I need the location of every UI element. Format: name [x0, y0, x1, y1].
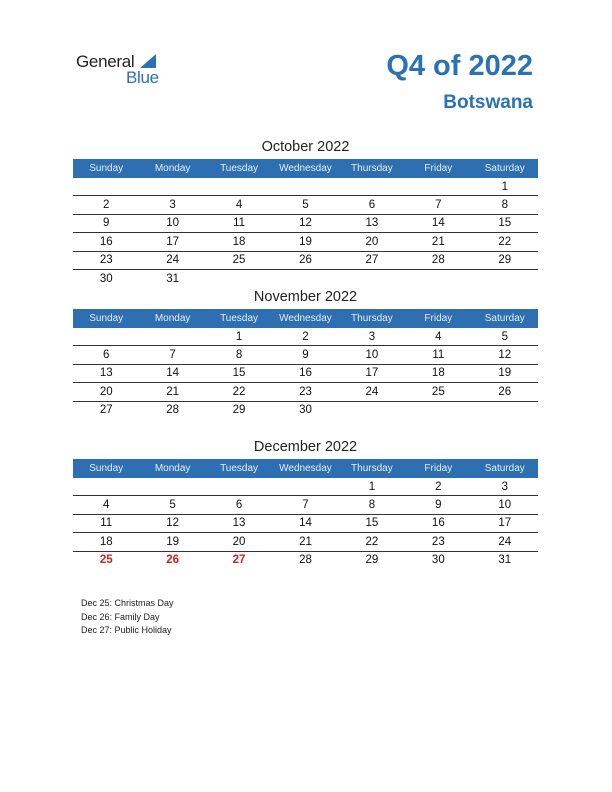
week-row: [73, 478, 538, 496]
empty-day-cell: [73, 478, 139, 496]
calendar-table: [73, 159, 538, 287]
day-cell: 21: [139, 383, 205, 401]
day-cell: 25: [405, 383, 471, 401]
day-cell: 28: [299, 554, 312, 567]
day-cell: 24: [339, 383, 405, 401]
weekday-header: Thursday: [339, 309, 405, 328]
empty-day-cell: [272, 478, 338, 496]
day-cell: 4: [206, 196, 272, 214]
day-cell: 11: [405, 346, 471, 364]
day-cell: 1: [472, 178, 538, 196]
page-title: Q4 of 2022: [386, 50, 533, 82]
empty-day-cell: [339, 269, 405, 287]
day-cell: 22: [339, 533, 405, 551]
day-cell: 22: [206, 383, 272, 401]
day-cell: 12: [139, 514, 205, 532]
day-cell: 5: [472, 328, 538, 346]
empty-day-cell: [73, 328, 139, 346]
day-cell: 24: [139, 251, 205, 269]
week-row: [73, 551, 538, 569]
weekday-header: Monday: [139, 159, 205, 178]
day-cell: 3: [472, 478, 538, 496]
weekday-header: Monday: [139, 309, 205, 328]
day-cell: 8: [206, 346, 272, 364]
empty-day-cell: [339, 401, 405, 419]
day-cell: 7: [272, 496, 338, 514]
weekday-header: Thursday: [339, 459, 405, 478]
logo-general-text: General: [76, 52, 135, 71]
day-cell: 29: [365, 554, 379, 567]
day-cell: 22: [472, 233, 538, 251]
weekday-header: Saturday: [472, 459, 538, 478]
empty-day-cell: [472, 269, 538, 287]
weekday-header: Friday: [405, 309, 471, 328]
day-cell: 4: [73, 496, 139, 514]
logo-triangle-icon: [140, 54, 156, 68]
holiday-note: Dec 25: Christmas Day: [81, 598, 174, 608]
day-cell: 5: [139, 496, 205, 514]
weekday-header: Wednesday: [272, 459, 338, 478]
day-cell: 13: [339, 214, 405, 232]
day-cell: 28: [166, 404, 180, 417]
calendar-body: [73, 178, 538, 287]
day-cell: 27: [232, 554, 246, 567]
day-cell: 30: [99, 272, 113, 285]
day-cell: 4: [405, 328, 471, 346]
day-cell: 15: [472, 214, 538, 232]
calendar-table: [73, 309, 538, 419]
empty-day-cell: [206, 269, 272, 287]
day-cell: 21: [405, 233, 471, 251]
day-cell: 16: [272, 364, 338, 382]
day-cell: 17: [472, 514, 538, 532]
empty-day-cell: [472, 401, 538, 419]
day-cell: 7: [405, 196, 471, 214]
week-row: [73, 196, 538, 214]
weekday-header: Wednesday: [272, 309, 338, 328]
day-cell: 31: [498, 554, 512, 567]
day-cell: 18: [206, 233, 272, 251]
empty-day-cell: [405, 401, 471, 419]
day-cell: 18: [405, 364, 471, 382]
weekday-header: Tuesday: [206, 159, 272, 178]
weekday-header: Saturday: [472, 309, 538, 328]
weekday-header: Sunday: [73, 459, 139, 478]
empty-day-cell: [405, 269, 471, 287]
week-row: [73, 514, 538, 532]
day-cell: 23: [405, 533, 471, 551]
empty-day-cell: [339, 178, 405, 196]
weekday-header-row: [73, 309, 538, 328]
day-cell: 5: [272, 196, 338, 214]
calendar-body: [73, 478, 538, 569]
day-cell: 2: [405, 478, 471, 496]
week-row: [73, 251, 538, 269]
weekday-header: Saturday: [472, 159, 538, 178]
week-row: [73, 269, 538, 287]
day-cell: 18: [73, 533, 139, 551]
month-title: November 2022: [253, 289, 358, 305]
day-cell: 10: [472, 496, 538, 514]
day-cell: 26: [472, 383, 538, 401]
week-row: [73, 533, 538, 551]
day-cell: 2: [73, 196, 139, 214]
day-cell: 29: [472, 251, 538, 269]
day-cell: 7: [139, 346, 205, 364]
empty-day-cell: [272, 269, 338, 287]
day-cell: 28: [405, 251, 471, 269]
day-cell: 31: [166, 272, 180, 285]
day-cell: 11: [73, 514, 139, 532]
day-cell: 13: [73, 364, 139, 382]
calendar-table: [73, 459, 538, 569]
day-cell: 11: [206, 214, 272, 232]
month-december: [73, 437, 538, 569]
day-cell: 10: [339, 346, 405, 364]
day-cell: 10: [139, 214, 205, 232]
day-cell: 16: [405, 514, 471, 532]
day-cell: 26: [272, 251, 338, 269]
day-cell: 30: [299, 404, 312, 417]
day-cell: 27: [339, 251, 405, 269]
calendar-body: [73, 328, 538, 419]
day-cell: 6: [339, 196, 405, 214]
empty-day-cell: [405, 178, 471, 196]
day-cell: 19: [472, 364, 538, 382]
day-cell: 14: [139, 364, 205, 382]
weekday-header: Friday: [405, 159, 471, 178]
day-cell: 30: [431, 554, 445, 567]
day-cell: 2: [272, 328, 338, 346]
day-cell: 6: [206, 496, 272, 514]
day-cell: 1: [206, 328, 272, 346]
week-row: [73, 214, 538, 232]
weekday-header: Sunday: [73, 159, 139, 178]
holiday-note: Dec 26: Family Day: [81, 611, 160, 622]
month-title: December 2022: [253, 439, 358, 455]
day-cell: 12: [472, 346, 538, 364]
empty-day-cell: [139, 478, 205, 496]
day-cell: 14: [405, 214, 471, 232]
day-cell: 3: [139, 196, 205, 214]
weekday-header-row: [73, 459, 538, 478]
empty-day-cell: [73, 178, 139, 196]
day-cell: 27: [99, 404, 113, 417]
empty-day-cell: [139, 328, 205, 346]
holiday-note: Dec 27: Public Holiday: [81, 625, 172, 635]
week-row: [73, 383, 538, 401]
week-row: [73, 178, 538, 196]
day-cell: 15: [206, 364, 272, 382]
weekday-header: Tuesday: [206, 309, 272, 328]
week-row: [73, 496, 538, 514]
weekday-header: Sunday: [73, 309, 139, 328]
day-cell: 19: [139, 533, 205, 551]
day-cell: 15: [339, 514, 405, 532]
day-cell: 17: [139, 233, 205, 251]
weekday-header: Wednesday: [272, 159, 338, 178]
day-cell: 13: [206, 514, 272, 532]
logo-blue-text: Blue: [126, 68, 159, 87]
day-cell: 8: [339, 496, 405, 514]
day-cell: 23: [272, 383, 338, 401]
weekday-header: Tuesday: [206, 459, 272, 478]
holiday-notes: [81, 597, 174, 638]
day-cell: 8: [472, 196, 538, 214]
day-cell: 25: [99, 554, 113, 567]
day-cell: 3: [339, 328, 405, 346]
week-row: [73, 401, 538, 419]
day-cell: 24: [472, 533, 538, 551]
day-cell: 19: [272, 233, 338, 251]
empty-day-cell: [206, 478, 272, 496]
day-cell: 23: [73, 251, 139, 269]
empty-day-cell: [272, 178, 338, 196]
day-cell: 29: [232, 404, 246, 417]
day-cell: 21: [272, 533, 338, 551]
week-row: [73, 346, 538, 364]
month-october: [73, 137, 538, 287]
weekday-header: Friday: [405, 459, 471, 478]
day-cell: 6: [73, 346, 139, 364]
weekday-header-row: [73, 159, 538, 178]
day-cell: 1: [339, 478, 405, 496]
day-cell: 25: [206, 251, 272, 269]
day-cell: 20: [206, 533, 272, 551]
week-row: [73, 364, 538, 382]
logo: [76, 52, 176, 92]
month-november: [73, 287, 538, 419]
day-cell: 16: [73, 233, 139, 251]
day-cell: 9: [73, 214, 139, 232]
day-cell: 9: [272, 346, 338, 364]
weekday-header: Thursday: [339, 159, 405, 178]
empty-day-cell: [206, 178, 272, 196]
country-name: Botswana: [443, 92, 533, 113]
week-row: [73, 328, 538, 346]
empty-day-cell: [139, 178, 205, 196]
day-cell: 17: [339, 364, 405, 382]
day-cell: 9: [405, 496, 471, 514]
weekday-header: Monday: [139, 459, 205, 478]
week-row: [73, 233, 538, 251]
day-cell: 20: [73, 383, 139, 401]
day-cell: 20: [339, 233, 405, 251]
day-cell: 14: [272, 514, 338, 532]
day-cell: 12: [272, 214, 338, 232]
month-title: October 2022: [261, 139, 350, 155]
day-cell: 26: [166, 554, 180, 567]
